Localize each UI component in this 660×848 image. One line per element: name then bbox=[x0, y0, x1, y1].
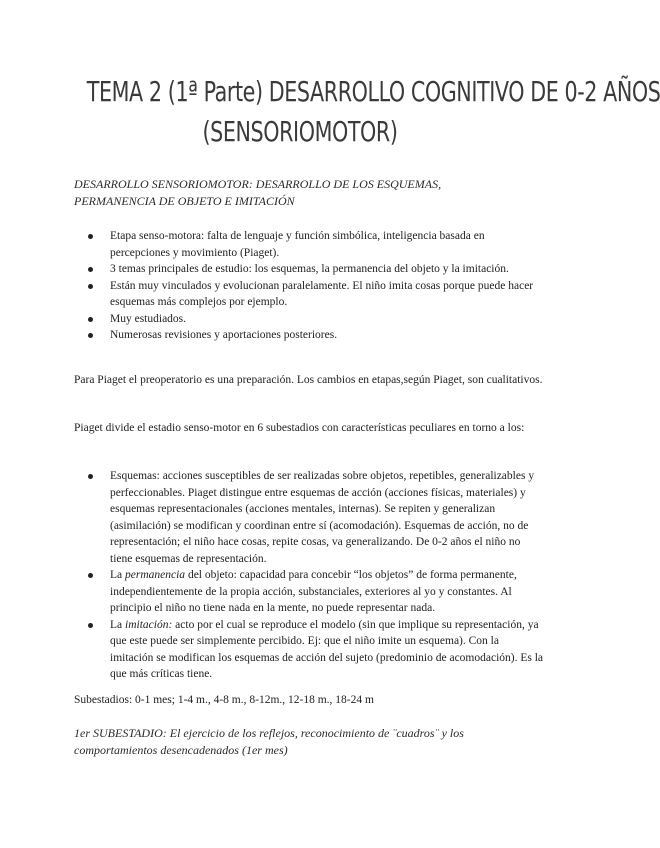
section-heading-line-2: comportamientos desencadenados (1er mes) bbox=[74, 743, 288, 757]
bullet-icon bbox=[88, 623, 93, 628]
section-heading-line-1: 1er SUBESTADIO: El ejercicio de los reflejos, reconocimiento de ¨cuadros¨ y los bbox=[74, 726, 464, 740]
page-title-line-1: TEMA 2 (1ª Parte) DESARROLLO COGNITIVO DE 0-2 AÑOS bbox=[86, 75, 660, 108]
page-title bbox=[86, 72, 660, 152]
list-item-term: imitación: bbox=[125, 618, 173, 631]
section-heading-subestadio-1 bbox=[74, 725, 544, 759]
bullet-icon bbox=[88, 267, 93, 272]
list-item-text: 3 temas principales de estudio: los esquemas, la permanencia del objeto y la imitación. bbox=[110, 263, 509, 275]
list-item-text: Numerosas revisiones y aportaciones posteriores. bbox=[110, 329, 338, 341]
list-item-text: Están muy vinculados y evolucionan paralelamente. El niño imita cosas porque puede hacer esquemas más complejos por ejemplo. bbox=[110, 279, 534, 308]
bullet-icon bbox=[88, 474, 93, 479]
list-item-text: del objeto: capacidad para concebir “los objetos” de forma permanente, independientemente de la propia acción, substanciales, exteriores al yo y constantes. Al principio el niño no tiene nada en la mente, no puede representar nada. bbox=[110, 569, 517, 614]
paragraph-preoperatorio: Para Piaget el preoperatorio es una preparación. Los cambios en etapas,según Piaget, son cualitativos. bbox=[74, 374, 543, 386]
list-item-prefix: La bbox=[110, 618, 126, 631]
list-item-text: acto por el cual se reproduce el modelo (sin que implique su representación, ya que este puede ser simplemente percibido. Ej: que el niño imite un esquema). Con la imitación se modifican los esquemas de acción del sujeto (predominio de acomodación). Es la que más críticas tiene. bbox=[110, 618, 544, 680]
list-item bbox=[74, 278, 544, 311]
list-item-imitacion bbox=[74, 617, 544, 683]
bullet-list-intro bbox=[74, 228, 544, 344]
bullet-list-temas bbox=[74, 468, 544, 683]
paragraph-subestadios-intro: Piaget divide el estadio senso-motor en 6 subestadios con características peculiares en torno a los: bbox=[74, 422, 525, 434]
list-item-text: Muy estudiados. bbox=[110, 312, 187, 325]
list-item-text: Etapa senso-motora: falta de lenguaje y función simbólica, inteligencia basada en percepciones y movimiento (Piaget). bbox=[110, 230, 485, 259]
bullet-icon bbox=[88, 317, 93, 322]
list-item bbox=[74, 311, 544, 328]
section-heading-line-1: DESARROLLO SENSORIOMOTOR: DESARROLLO DE LOS ESQUEMAS, bbox=[74, 177, 442, 191]
paragraph-substages: Subestadios: 0-1 mes; 1-4 m., 4-8 m., 8-12m., 12-18 m., 18-24 m bbox=[74, 694, 374, 706]
section-heading-line-2: PERMANENCIA DE OBJETO E IMITACIÓN bbox=[74, 194, 295, 208]
list-item-permanencia bbox=[74, 567, 544, 617]
bullet-icon bbox=[88, 333, 93, 338]
list-item-term: permanencia bbox=[125, 569, 186, 581]
list-item bbox=[74, 228, 544, 261]
bullet-icon bbox=[88, 234, 93, 239]
list-item-text: Esquemas: acciones susceptibles de ser realizadas sobre objetos, repetibles, generalizables y perfeccionables. Piaget distingue entre esquemas de acción (acciones físicas, materiales) y esquemas representacionales (acciones mentales, internas). Se repiten y generalizan (asimilación) se modifican y coordinan entre sí (acomodación). Esquemas de acción, no de representación; el niño hace cosas, repite cosas, va generalizando. De 0-2 años el niño no tiene esquemas de representación. bbox=[110, 470, 535, 565]
list-item-prefix: La bbox=[110, 569, 126, 581]
section-heading-sensoriomotor bbox=[74, 176, 544, 210]
bullet-icon bbox=[88, 284, 93, 289]
page-title-line-2: (SENSORIOMOTOR) bbox=[202, 115, 398, 148]
list-item-esquemas bbox=[74, 468, 544, 567]
list-item bbox=[74, 327, 544, 344]
bullet-icon bbox=[88, 573, 93, 578]
list-item bbox=[74, 261, 544, 278]
